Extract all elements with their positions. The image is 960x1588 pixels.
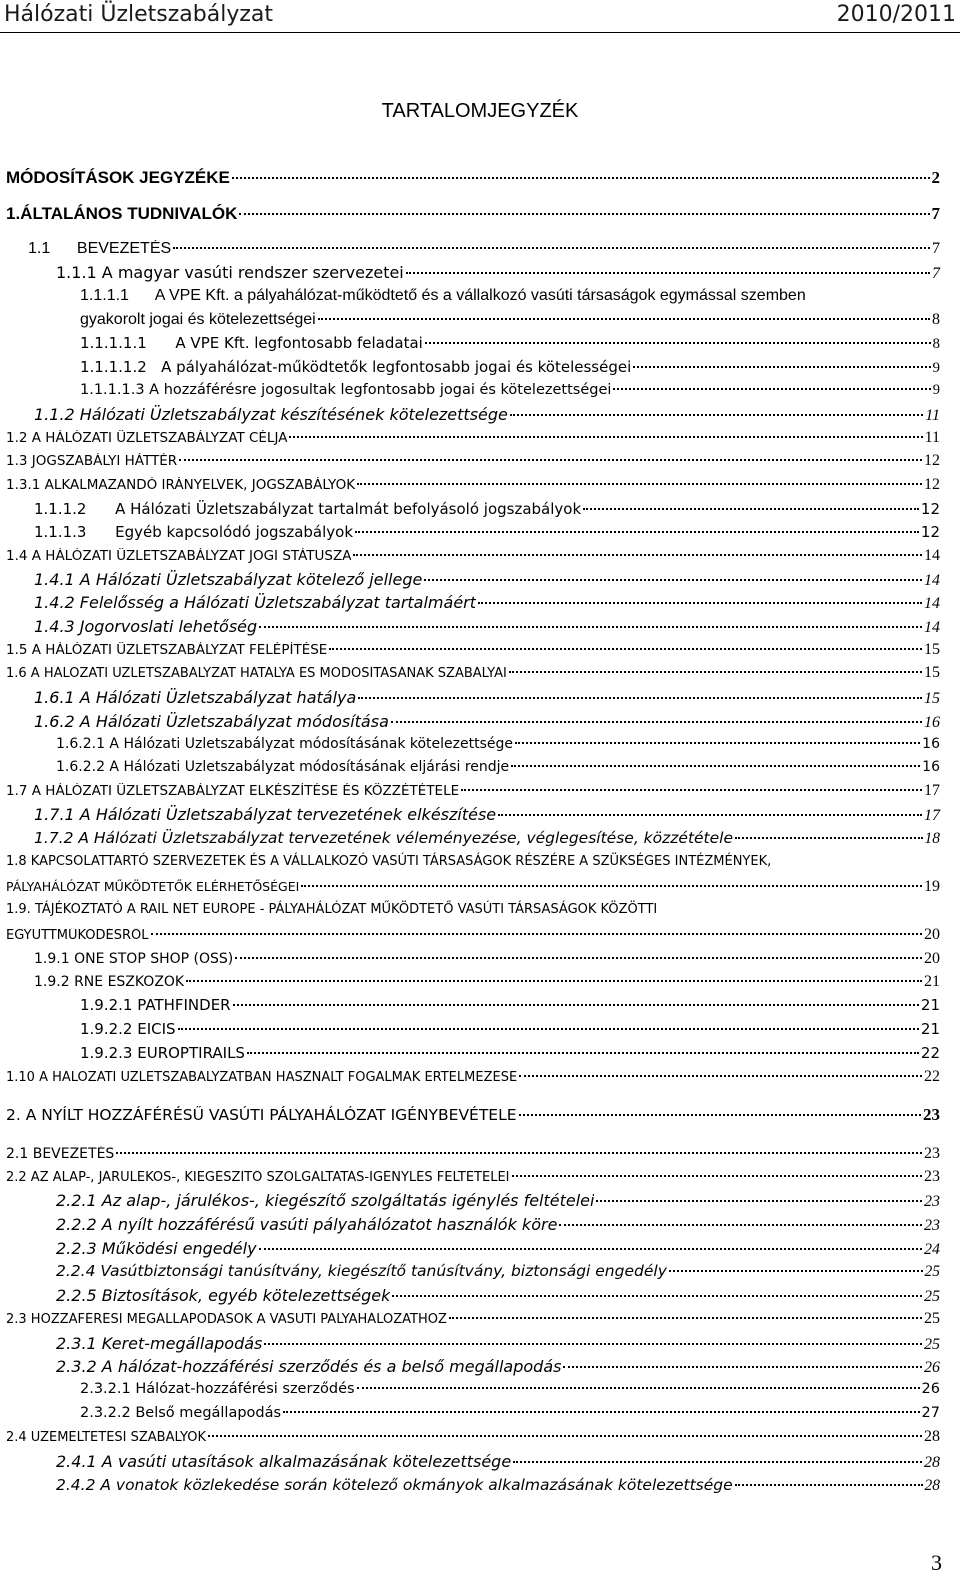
toc-entry[interactable]: 1.5 A HÁLÓZATI ÜZLETSZABÁLYZAT FELÉPÍTÉSE 15 [6,641,940,658]
toc-entry[interactable]: MÓDOSÍTÁSOK JEGYZÉKE 2 [6,168,940,187]
toc-entry[interactable]: 2.4.1 A vasúti utasítások alkalmazásának kötelezettsége 28 [56,1452,940,1471]
toc-entry[interactable]: 1.2 A HÁLÓZATI ÜZLETSZABÁLYZAT CÉLJA 11 [6,429,940,446]
toc-entry[interactable]: 1.1.1.1.1 A VPE Kft. legfontosabb feladatai 8 [80,334,940,352]
toc-entry[interactable]: 2.2.1 Az alap-, járulékos-, kiegészítő szolgáltatás igénylés feltételei 23 [56,1191,940,1210]
toc-entry[interactable]: 2.2.2 A nyílt hozzáférésű vasúti pályahálózatot használók köre 23 [56,1215,940,1234]
toc-entry[interactable]: 1.9.1 ONE STOP SHOP (OSS) 20 [34,950,940,967]
toc-entry[interactable]: 2.2.4 Vasútbiztonsági tanúsítvány, kiegészítő tanúsítvány, biztonsági engedély 25 [56,1262,940,1280]
toc-entry[interactable]: 1.4.2 Felelősség a Hálózati Üzletszabályzat tartalmáért 14 [34,593,940,612]
toc-entry[interactable]: 2.2.5 Biztosítások, egyéb kötelezettségek 25 [56,1286,940,1305]
toc-entry[interactable]: 1.3 JOGSZABÁLYI HÁTTÉR 12 [6,452,940,469]
toc-entry[interactable]: 1.6 A HÁLÓZATI ÜZLETSZABÁLYZAT HATÁLYA ÉS MÓDOSÍTÁSÁNAK SZABÁLYAI 15 [6,664,940,681]
toc-entry[interactable]: 1.9.2.2 EICIS 21 [80,1020,940,1038]
toc-entry[interactable]: EGYÜTTMŰKÖDÉSRŐL 20 [6,926,940,943]
toc-entry[interactable]: gyakorolt jogai és kötelezettségei 8 [80,311,940,328]
toc-entry[interactable]: 2.2 AZ ALAP-, JÁRULÉKOS-, KIEGÉSZÍTŐ SZOLGÁLTATÁS-IGÉNYLÉS FELTÉTELEI 23 [6,1168,940,1185]
toc-entry[interactable]: 1.6.1 A Hálózati Üzletszabályzat hatálya 15 [34,688,940,707]
toc-entry[interactable]: 2.3 HOZZÁFÉRÉSI MEGÁLLAPODÁSOK A VASÚTI PÁLYAHÁLÓZATHOZ 25 [6,1310,940,1327]
toc-entry[interactable]: 1.4 A HÁLÓZATI ÜZLETSZABÁLYZAT JOGI STÁTUSZA 14 [6,547,940,564]
toc-entry[interactable]: 1.7.2 A Hálózati Üzletszabályzat tervezetének véleményezése, véglegesítése, közzététele 18 [34,829,940,847]
toc-entry[interactable]: 1.9.2.1 PATHFINDER 21 [80,996,940,1014]
toc-entry[interactable]: 1.9. TÁJÉKOZTATÓ A RAIL NET EUROPE - PÁLYAHÁLÓZAT MŰKÖDTETŐ VASÚTI TÁRSASÁGOK KÖZÖTTI [6,902,658,917]
toc-title: TARTALOMJEGYZÉK [381,100,579,122]
toc-entry[interactable]: PÁLYAHÁLÓZAT MŰKÖDTETŐK ELÉRHETŐSÉGEI 19 [6,878,940,895]
toc-entry[interactable]: 1.10 A HÁLÓZATI ÜZLETSZABÁLYZATBAN HASZNÁLT FOGALMAK ÉRTELMEZÉSE 22 [6,1068,940,1085]
toc-entry[interactable]: 1.7 A HÁLÓZATI ÜZLETSZABÁLYZAT ELKÉSZÍTÉSE ÉS KÖZZÉTÉTELE 17 [6,782,940,799]
page-number: 3 [931,1550,942,1575]
toc-entry[interactable]: 2.4 ÜZEMELTETÉSI SZABÁLYOK 28 [6,1428,940,1445]
toc-entry[interactable]: 2.2.3 Működési engedély 24 [56,1239,940,1258]
toc-entry[interactable]: 1.4.1 A Hálózati Üzletszabályzat kötelező jellege 14 [34,570,940,589]
header-year: 2010/2011 [836,2,956,27]
toc-entry[interactable]: 1.1.1.3 Egyéb kapcsolódó jogszabályok 12 [34,523,940,541]
toc-entry[interactable]: 1.6.2 A Hálózati Üzletszabályzat módosítása 16 [34,712,940,731]
toc-entry[interactable]: 2.3.1 Keret-megállapodás 25 [56,1334,940,1353]
running-header [0,0,960,33]
toc-entry[interactable]: 1.3.1 ALKALMAZANDÓ IRÁNYELVEK, JOGSZABÁLYOK 12 [6,476,940,493]
toc-entry[interactable]: 1.1.1.1.2 A pályahálózat-működtetők legfontosabb jogai és kötelességei 9 [80,358,940,376]
toc-entry[interactable]: 1.9.2 RNE ESZKÖZÖK 21 [34,973,940,990]
header-title: Hálózati Üzletszabályzat [4,2,274,27]
toc-entry[interactable]: 2.3.2.2 Belső megállapodás 27 [80,1405,940,1421]
toc-entry[interactable]: 1.4.3 Jogorvoslati lehetőség 14 [34,617,940,636]
toc-entry[interactable]: 1.8 KAPCSOLATTARTÓ SZERVEZETEK ÉS A VÁLLALKOZÓ VASÚTI TÁRSASÁGOK RÉSZÉRE A SZÜKSÉGES INTÉZMÉNYEK, [6,854,772,869]
toc-entry[interactable]: 1.1.1.1.3 A hozzáférésre jogosultak legfontosabb jogai és kötelezettségei 9 [80,382,940,398]
toc-entry[interactable]: 2.3.2.1 Hálózat-hozzáférési szerződés 26 [80,1381,940,1397]
toc-entry[interactable]: 1.9.2.3 EUROPTIRAILS 22 [80,1044,940,1062]
toc-entry[interactable]: 2. A NYÍLT HOZZÁFÉRÉSŰ VASÚTI PÁLYAHÁLÓZAT IGÉNYBEVÉTELE 23 [6,1105,940,1124]
toc-entry[interactable]: 1.1 BEVEZETÉS 7 [28,240,940,257]
toc-entry[interactable]: 1.1.1 A magyar vasúti rendszer szervezetei 7 [56,263,940,282]
toc-entry[interactable]: 1.1.2 Hálózati Üzletszabályzat készítésének kötelezettsége 11 [34,405,940,424]
toc-entry[interactable]: 1.6.2.1 A Hálózati Üzletszabályzat módosításának kötelezettsége 16 [56,736,940,752]
toc-entry[interactable]: 1.ÁLTALÁNOS TUDNIVALÓK 7 [6,204,940,223]
toc-entry[interactable]: 1.1.1.1 A VPE Kft. a pályahálózat-működtető és a vállalkozó vasúti társaságok egymással szemben [80,287,806,304]
toc-entry[interactable]: 1.1.1.2 A Hálózati Üzletszabályzat tartalmát befolyásoló jogszabályok 12 [34,500,940,518]
toc-entry[interactable]: 2.1 BEVEZETÉS 23 [6,1145,940,1162]
toc-entry[interactable]: 1.6.2.2 A Hálózati Üzletszabályzat módosításának eljárási rendje 16 [56,759,940,775]
toc-entry[interactable]: 1.7.1 A Hálózati Üzletszabályzat tervezetének elkészítése 17 [34,805,940,824]
toc-entry[interactable]: 2.3.2 A hálózat-hozzáférési szerződés és a belső megállapodás 26 [56,1357,940,1376]
toc-entry[interactable]: 2.4.2 A vonatok közlekedése során kötelező okmányok alkalmazásának kötelezettsége 28 [56,1476,940,1494]
